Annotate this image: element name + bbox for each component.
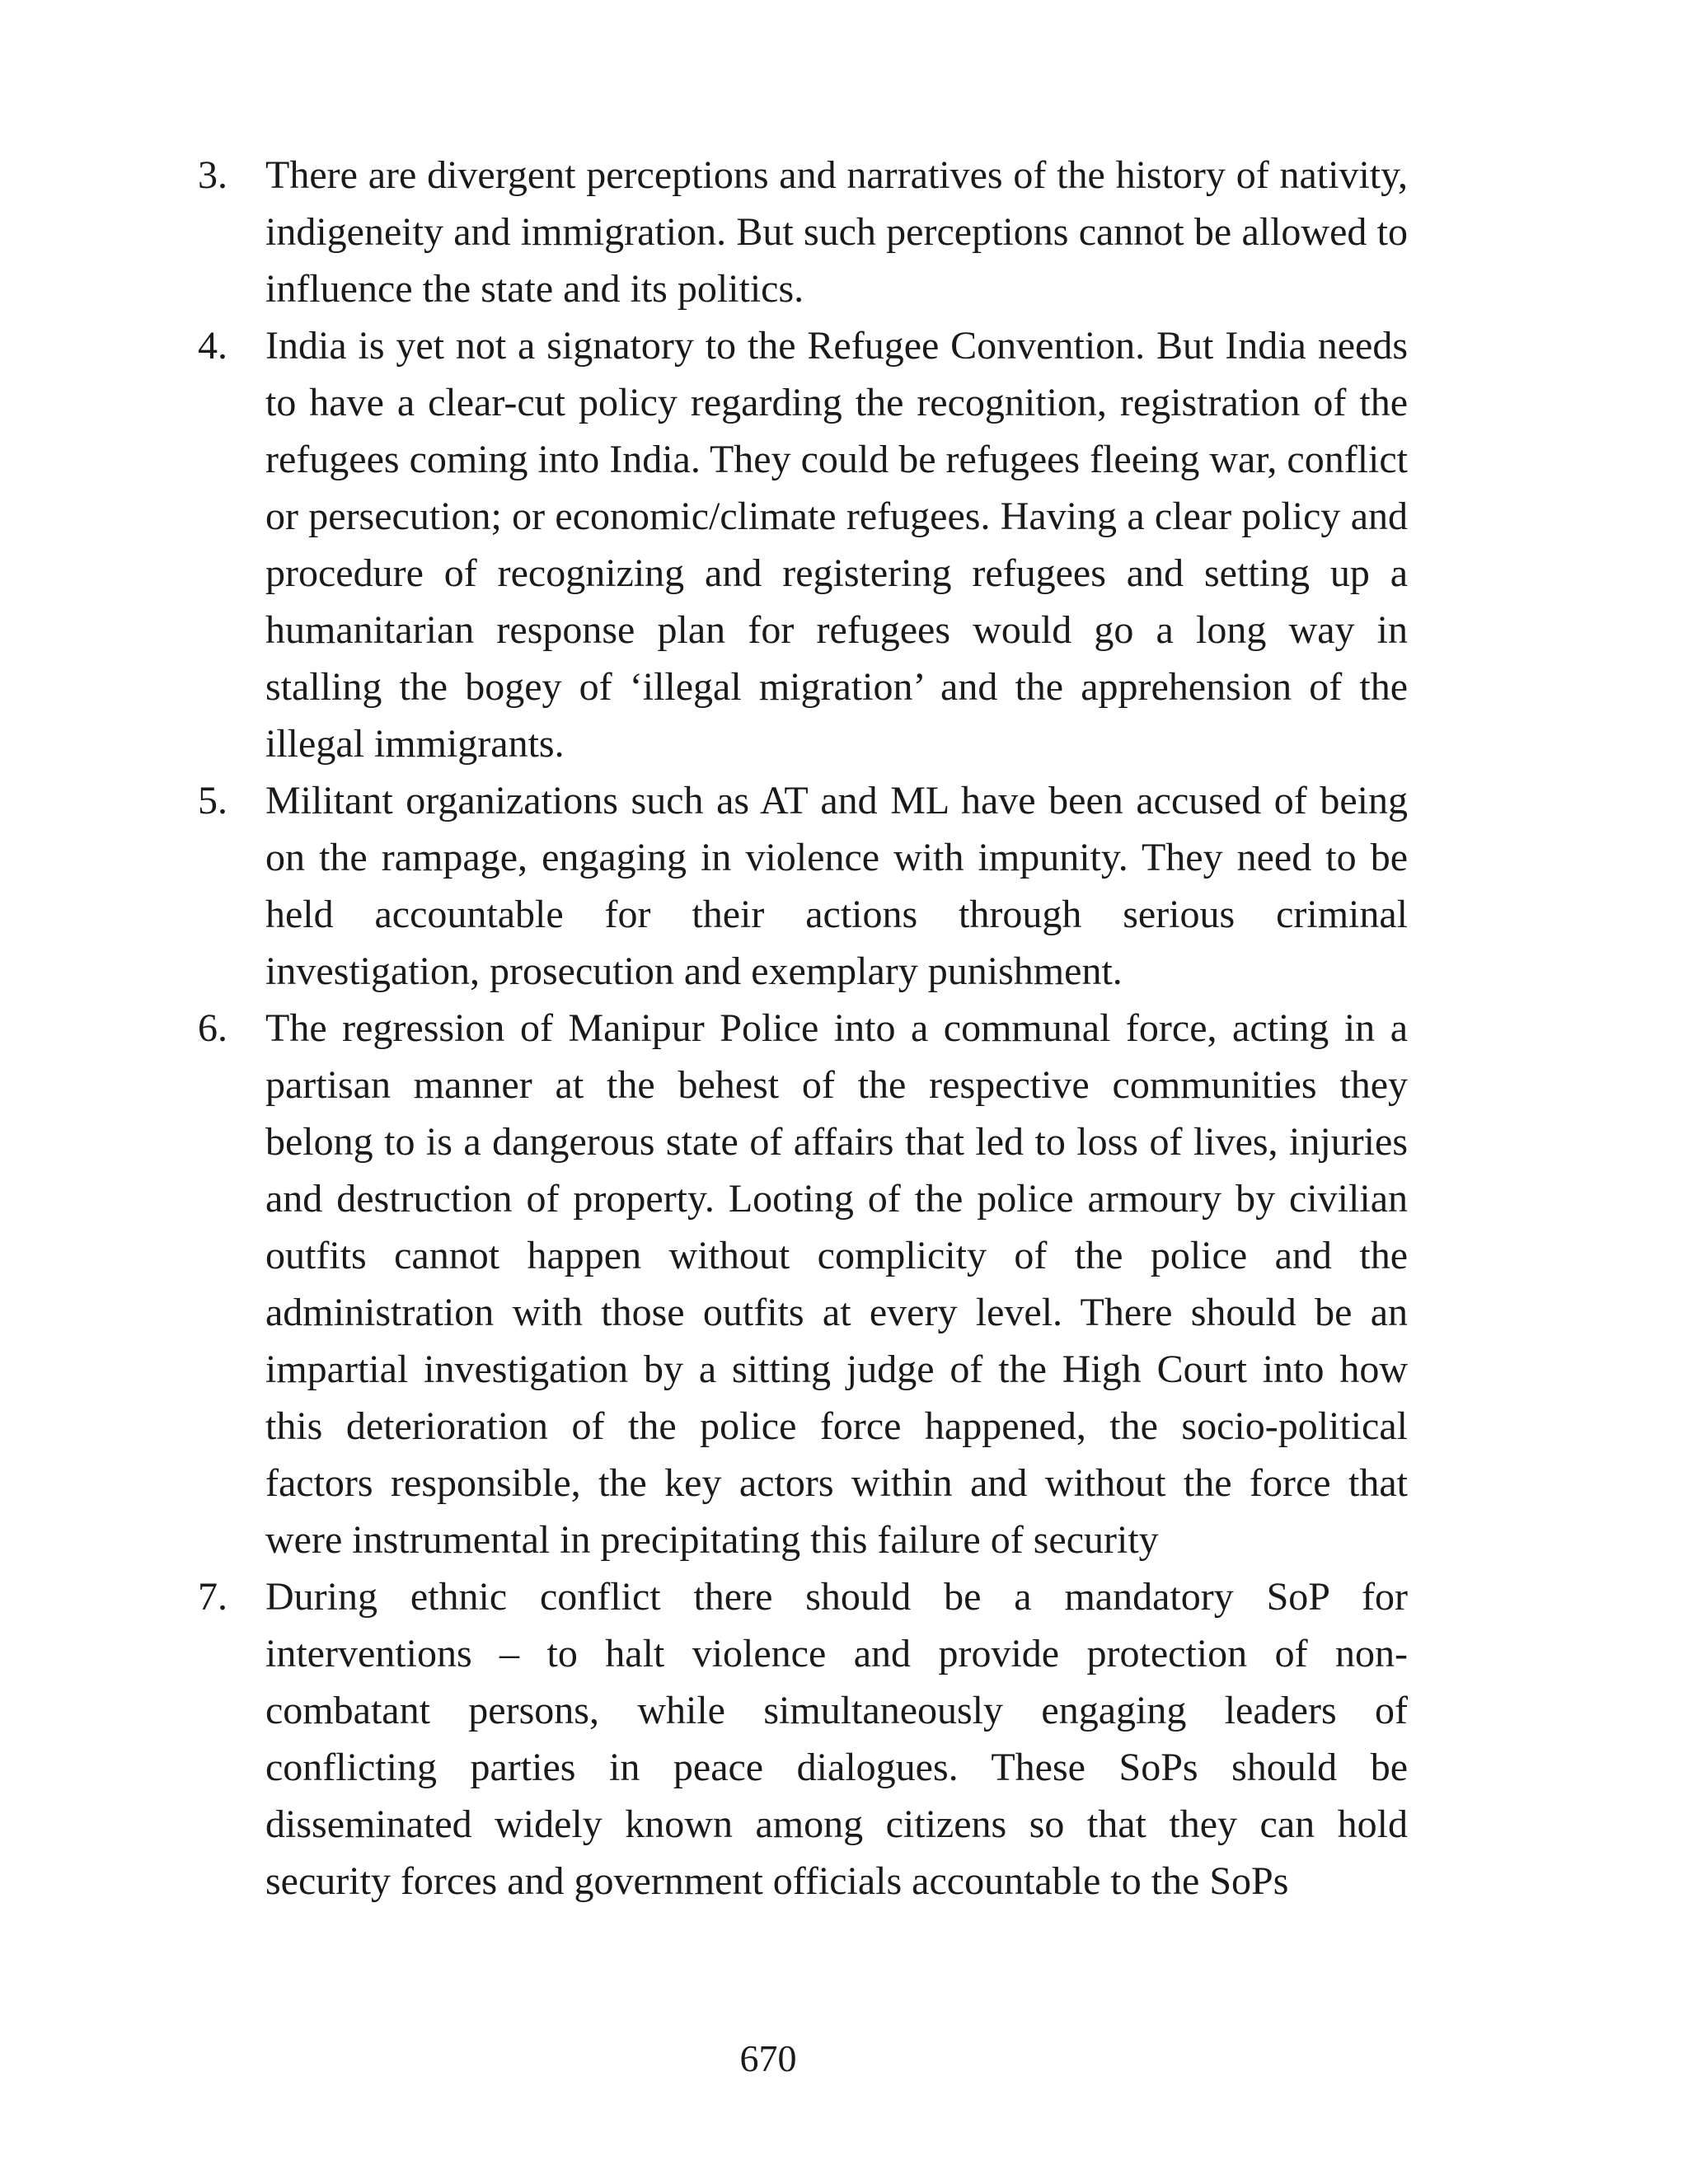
list-item xyxy=(198,147,1408,317)
list-item-number: 3. xyxy=(198,153,227,197)
recommendations-list xyxy=(198,147,1408,1910)
list-item-text: The regression of Manipur Police into a communal force, acting in a partisan manner at the behest of the respective communities they belong to is a dangerous state of affairs that led to loss of lives, injuries and destruction of property. Looting of the police armoury by civilian outfits cannot happen without complicity of the police and the administration with those outfits at every level. There should be an impartial investigation by a sitting judge of the High Court into how this deterioration of the police force happened, the socio-political factors responsible, the key actors within and without the force that were instrumental in precipitating this failure of security xyxy=(265,1006,1408,1562)
list-item-text: Militant organizations such as AT and ML have been accused of being on the rampage, engaging in violence with impunity. They need to be held accountable for their actions through serious criminal investigation, prosecution and exemplary punishment. xyxy=(265,779,1408,993)
list-item-number: 5. xyxy=(198,779,227,823)
list-item-text: During ethnic conflict there should be a mandatory SoP for interventions – to halt violence and provide protection of non-combatant persons, while simultaneously engaging leaders of conflicting parties in peace dialogues. These SoPs should be disseminated widely known among citizens so that they can hold security forces and government officials accountable to the SoPs xyxy=(265,1575,1408,1903)
list-item-number: 4. xyxy=(198,324,227,368)
list-item xyxy=(198,1568,1408,1910)
list-item-text: India is yet not a signatory to the Refugee Convention. But India needs to have a clear-cut policy regarding the recognition, registration of the refugees coming into India. They could be refugees fleeing war, conflict or persecution; or economic/climate refugees. Having a clear policy and procedure of recognizing and registering refugees and setting up a humanitarian response plan for refugees would go a long way in stalling the bogey of ‘illegal migration’ and the apprehension of the illegal immigrants. xyxy=(265,324,1408,766)
list-item xyxy=(198,1000,1408,1568)
list-item-number: 6. xyxy=(198,1006,227,1050)
list-item xyxy=(198,772,1408,1000)
list-item xyxy=(198,317,1408,772)
list-item-number: 7. xyxy=(198,1575,227,1619)
page-number: 670 xyxy=(739,2037,797,2079)
list-item-text: There are divergent perceptions and narratives of the history of nativity, indigeneity and immigration. But such perceptions cannot be allowed to influence the state and its politics. xyxy=(265,153,1408,311)
